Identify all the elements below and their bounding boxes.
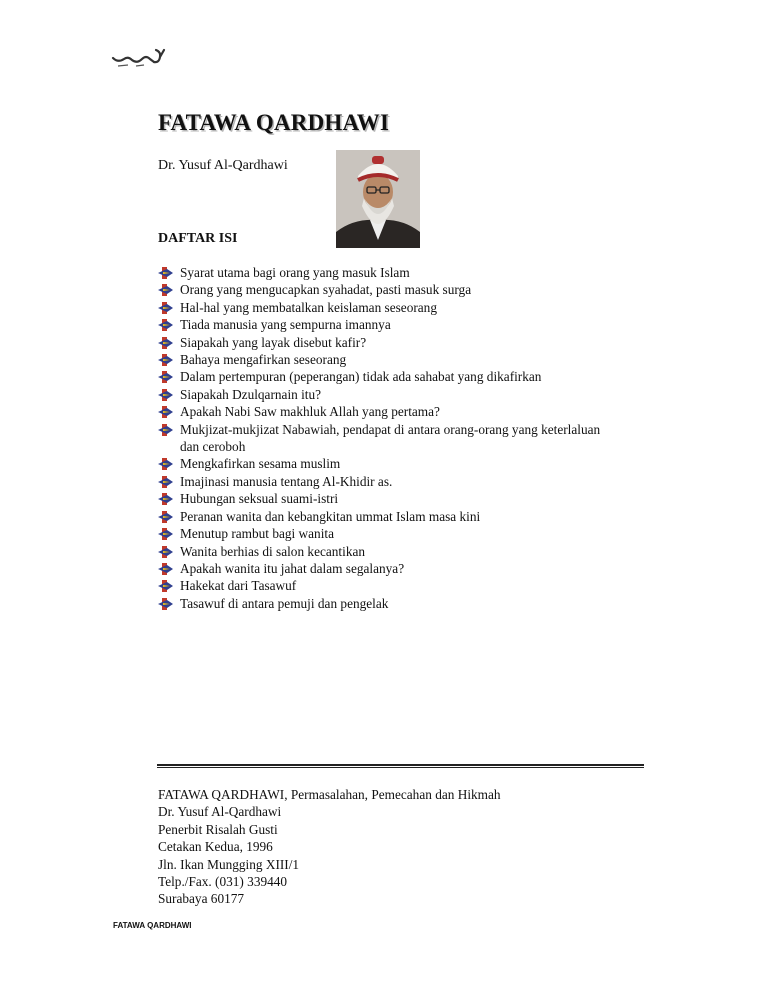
toc-item[interactable] <box>158 490 618 507</box>
bismillah-calligraphy-icon <box>110 44 170 72</box>
imprint-line: Jln. Ikan Mungging XIII/1 <box>158 856 300 872</box>
bullet-arrow-icon <box>158 510 173 524</box>
toc-item-text: Apakah wanita itu jahat dalam segalanya? <box>180 560 405 576</box>
bullet-arrow-icon <box>158 545 173 559</box>
page-footer: FATAWA QARDHAWI <box>113 921 192 930</box>
bullet-arrow-icon <box>158 492 173 506</box>
toc-item-text: Tiada manusia yang sempurna imannya <box>180 317 391 333</box>
bullet-arrow-icon <box>158 388 173 402</box>
toc-heading: DAFTAR ISI <box>158 231 238 246</box>
toc-item-text: Orang yang mengucapkan syahadat, pasti masuk surga <box>180 282 472 298</box>
imprint-block <box>158 786 501 908</box>
imprint-line: Surabaya 60177 <box>158 891 245 907</box>
bullet-arrow-icon <box>158 283 173 297</box>
toc-item-text: Bahaya mengafirkan seseorang <box>180 352 347 368</box>
bullet-arrow-icon <box>158 579 173 593</box>
toc-item[interactable] <box>158 403 618 420</box>
toc-item-text: Tasawuf di antara pemuji dan pengelak <box>180 595 389 611</box>
toc-item-text: Dalam pertempuran (peperangan) tidak ada sahabat yang dikafirkan <box>180 369 542 385</box>
toc-item[interactable] <box>158 560 618 577</box>
toc-item[interactable] <box>158 595 618 612</box>
toc-item[interactable] <box>158 386 618 403</box>
bullet-arrow-icon <box>158 562 173 576</box>
toc-item[interactable] <box>158 508 618 525</box>
author-portrait <box>336 150 420 248</box>
imprint-line: Cetakan Kedua, 1996 <box>158 839 273 855</box>
toc-item-text: Siapakah Dzulqarnain itu? <box>180 386 322 402</box>
bullet-arrow-icon <box>158 457 173 471</box>
toc-item[interactable] <box>158 473 618 490</box>
toc-item[interactable] <box>158 525 618 542</box>
toc-item[interactable] <box>158 368 618 385</box>
imprint-line: Penerbit Risalah Gusti <box>158 821 278 837</box>
toc-item[interactable] <box>158 543 618 560</box>
toc-item-text: Apakah Nabi Saw makhluk Allah yang pertama? <box>180 404 440 420</box>
toc-item-text: Peranan wanita dan kebangkitan ummat Islam masa kini <box>180 508 481 524</box>
imprint-line: Telp./Fax. (031) 339440 <box>158 874 288 890</box>
toc-item[interactable] <box>158 281 618 298</box>
bullet-arrow-icon <box>158 405 173 419</box>
bullet-arrow-icon <box>158 423 173 437</box>
bullet-arrow-icon <box>158 353 173 367</box>
toc-item-text: Hal-hal yang membatalkan keislaman seseorang <box>180 299 437 315</box>
toc-item-text: Wanita berhias di salon kecantikan <box>180 543 366 559</box>
toc-item[interactable] <box>158 316 618 333</box>
toc-item[interactable] <box>158 334 618 351</box>
toc-item-text: Menutup rambut bagi wanita <box>180 526 334 542</box>
bullet-arrow-icon <box>158 266 173 280</box>
toc-item-text: Hubungan seksual suami-istri <box>180 491 339 507</box>
toc-item[interactable] <box>158 264 618 281</box>
toc-item-text: Mukjizat-mukjizat Nabawiah, pendapat di antara orang-orang yang keterlaluan dan ceroboh <box>180 421 601 455</box>
toc-item[interactable] <box>158 299 618 316</box>
bullet-arrow-icon <box>158 597 173 611</box>
document-title: FATAWA QARDHAWI <box>158 110 390 135</box>
toc-item[interactable] <box>158 577 618 594</box>
toc-item-text: Siapakah yang layak disebut kafir? <box>180 334 367 350</box>
bullet-arrow-icon <box>158 475 173 489</box>
imprint-line: FATAWA QARDHAWI, Permasalahan, Pemecahan dan Hikmah <box>158 787 501 802</box>
divider-rule <box>157 764 644 771</box>
bullet-arrow-icon <box>158 370 173 384</box>
bullet-arrow-icon <box>158 318 173 332</box>
toc-item-text: Syarat utama bagi orang yang masuk Islam <box>180 265 410 280</box>
toc-item-text: Hakekat dari Tasawuf <box>180 578 297 594</box>
author-name: Dr. Yusuf Al-Qardhawi <box>158 158 288 173</box>
bullet-arrow-icon <box>158 527 173 541</box>
imprint-line: Dr. Yusuf Al-Qardhawi <box>158 804 282 820</box>
toc-item-text: Mengkafirkan sesama muslim <box>180 456 341 472</box>
toc-item[interactable] <box>158 455 618 472</box>
table-of-contents <box>158 264 618 612</box>
toc-item[interactable] <box>158 421 618 456</box>
toc-item[interactable] <box>158 351 618 368</box>
bullet-arrow-icon <box>158 336 173 350</box>
toc-item-text: Imajinasi manusia tentang Al-Khidir as. <box>180 473 393 489</box>
bullet-arrow-icon <box>158 301 173 315</box>
